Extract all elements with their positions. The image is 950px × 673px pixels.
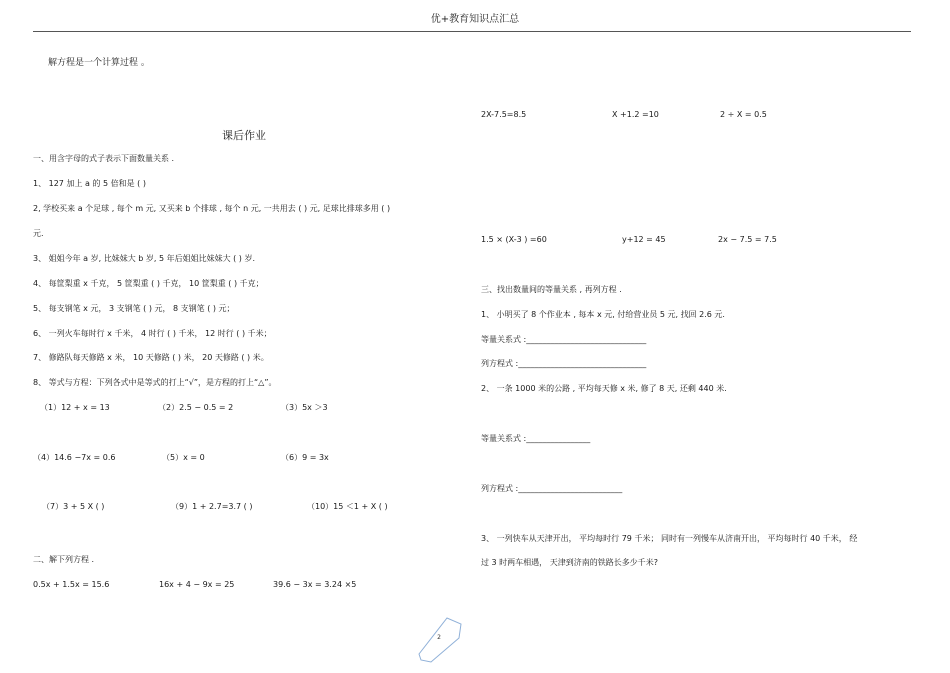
page-number: 2 [437, 634, 441, 641]
eq-item-1: （1）12 + x = 13 [40, 403, 110, 412]
equation-line-1: 列方程式 :________________________________ [481, 359, 647, 368]
equation-line-2: 列方程式 :__________________________ [481, 484, 623, 493]
problem-1: 1、 小明买了 8 个作业本 , 每本 x 元, 付给营业员 5 元, 找回 2.6 元. [481, 310, 725, 319]
equation-r1: 2X-7.5=8.5 [481, 110, 527, 119]
question-2-line1: 2, 学校买来 a 个足球 , 每个 m 元, 又买来 b 个排球 , 每个 n 元, 一共用去 ( ) 元, 足球比排球多用 ( ) [33, 204, 391, 213]
page-number-badge [417, 614, 473, 670]
equation-r3: 2 ÷ X = 0.5 [720, 110, 767, 119]
equation-l1: 0.5x + 1.5x = 15.6 [33, 580, 110, 589]
eq-item-5: （5）x = 0 [162, 453, 205, 462]
section2-heading: 二、解下列方程 . [33, 555, 95, 564]
intro-text: 解方程是一个计算过程 。 [48, 58, 150, 68]
equivalence-line-1: 等量关系式 :______________________________ [481, 335, 647, 344]
question-8: 8、 等式与方程：下列各式中是等式的打上“√”，是方程的打上“△”。 [33, 378, 277, 387]
problem-3-line2: 过 3 时两车相遇， 天津到济南的铁路长多少千米? [481, 558, 658, 567]
header-divider [33, 31, 911, 32]
question-2-line2: 元. [33, 229, 44, 238]
equation-l2: 16x + 4 − 9x = 25 [159, 580, 235, 589]
eq-item-3: （3）5x ＞3 [281, 403, 328, 412]
question-1: 1、 127 加上 a 的 5 倍和是 ( ) [33, 179, 146, 188]
header-title: 优+教育知识点汇总 [430, 14, 520, 25]
section1-heading: 一、用含字母的式子表示下面数量关系 . [33, 154, 175, 163]
equation-r6: 2x − 7.5 = 7.5 [718, 235, 777, 244]
eq-item-2: （2）2.5 − 0.5 = 2 [158, 403, 234, 412]
question-3: 3、 姐姐今年 a 岁, 比妹妹大 b 岁, 5 年后姐姐比妹妹大 ( ) 岁. [33, 254, 256, 263]
problem-2: 2、 一条 1000 米的公路 , 平均每天修 x 米, 修了 8 天, 还剩 440 米. [481, 384, 727, 393]
question-4: 4、 每筐梨重 x 千克， 5 筐梨重 ( ) 千克， 10 筐梨重 ( ) 千克； [33, 279, 264, 288]
homework-title: 课后作业 [222, 129, 266, 142]
question-5: 5、 每支钢笔 x 元， 3 支钢笔 ( ) 元， 8 支钢笔 ( ) 元； [33, 304, 235, 313]
equivalence-line-2: 等量关系式 :________________ [481, 434, 591, 443]
equation-r5: y+12 = 45 [622, 235, 666, 244]
section3-heading: 三、找出数量间的等量关系 , 再列方程 . [481, 285, 622, 294]
equation-l3: 39.6 − 3x = 3.24 ×5 [273, 580, 357, 589]
problem-3-line1: 3、 一列快车从天津开出， 平均每时行 79 千米； 同时有一列慢车从济南开出， 平均每时行 40 千米， 经 [481, 534, 858, 543]
question-6: 6、 一列火车每时行 x 千米， 4 时行 ( ) 千米， 12 时行 ( ) 千米； [33, 329, 272, 338]
eq-item-9: （9）1 + 2.7=3.7 ( ) [171, 502, 253, 511]
question-7: 7、 修路队每天修路 x 米， 10 天修路 ( ) 米， 20 天修路 ( ) 米。 [33, 353, 269, 362]
eq-item-4: （4）14.6 −7x = 0.6 [33, 453, 116, 462]
equation-r4: 1.5 × (X-3 ) =60 [481, 235, 547, 244]
page-badge-icon [417, 614, 473, 670]
eq-item-6: （6）9 = 3x [281, 453, 329, 462]
equation-r2: X +1.2 =10 [612, 110, 659, 119]
eq-item-7: （7）3 + 5 X ( ) [42, 502, 105, 511]
eq-item-10: （10）15 ＜1 + X ( ) [307, 502, 388, 511]
